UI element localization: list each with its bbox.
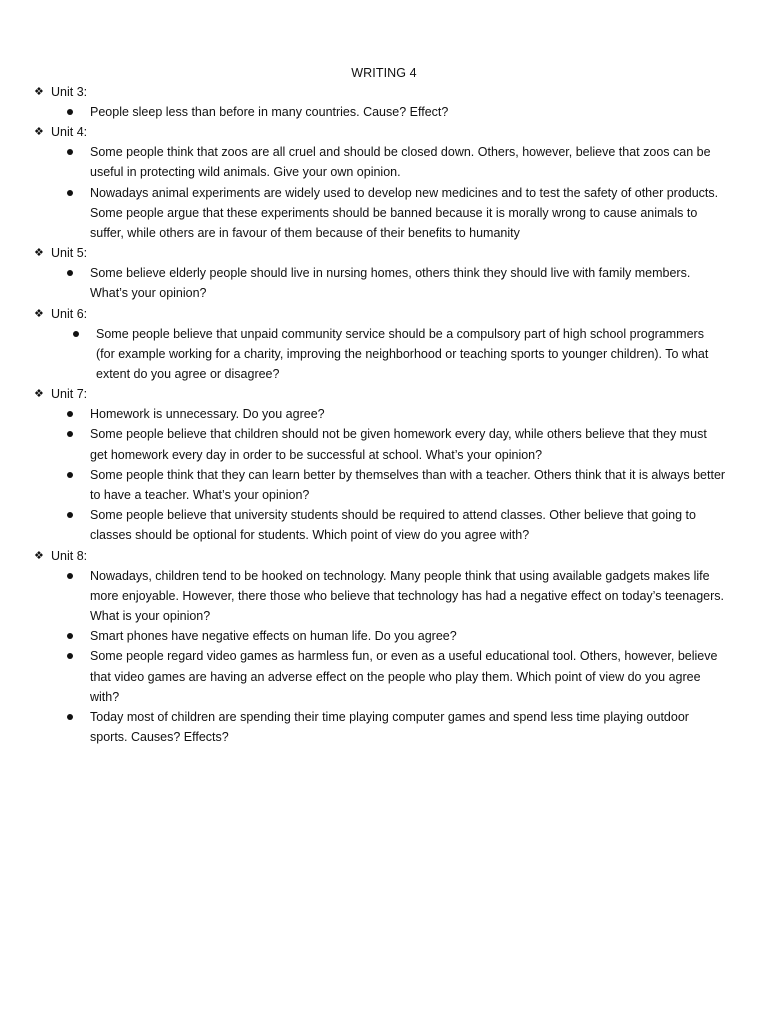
list-item xyxy=(0,707,768,747)
page-title: WRITING 4 xyxy=(351,66,417,80)
topic-text: Some people believe that unpaid community service should be a compulsory part of high school programmers (for example working for a charity, improving the neighborhood or teaching sports to younger children). To what extent do you agree or disagree? xyxy=(96,326,709,382)
unit-label: Unit 6: xyxy=(51,306,88,321)
unit-heading xyxy=(0,122,768,142)
topic-text: Some people think that they can learn better by themselves than with a teacher. Others think that it is always better to have a teacher. What’s your opinion? xyxy=(90,467,726,503)
diamond-bullet-icon: ❖ xyxy=(34,126,44,139)
bullet-icon xyxy=(67,149,73,155)
topic-text: Smart phones have negative effects on human life. Do you agree? xyxy=(90,629,457,644)
bullet-icon xyxy=(67,270,73,276)
unit-label: Unit 5: xyxy=(51,246,88,261)
topic-text: Some people think that zoos are all cruel and should be closed down. Others, however, believe that zoos can be useful in protecting wild animals. Give your own opinion. xyxy=(90,145,711,180)
topic-text: Some people regard video games as harmless fun, or even as a useful educational tool. Others, however, believe that video games are having an adverse effect on the people who play them. Which point of view do you agree with? xyxy=(90,649,718,704)
unit-heading xyxy=(0,304,768,324)
bullet-icon xyxy=(67,190,73,196)
list-item xyxy=(0,465,768,505)
bullet-icon xyxy=(67,714,73,720)
diamond-bullet-icon: ❖ xyxy=(34,86,44,98)
unit-heading xyxy=(0,384,768,404)
bullet-icon xyxy=(67,109,73,115)
list-item xyxy=(0,646,768,707)
topic-text: Nowadays, children tend to be hooked on technology. Many people think that using available gadgets makes life more enjoyable. However, there those who believe that technology has had a negative effect on today’s teenagers. What is your opinion? xyxy=(90,568,724,624)
list-item xyxy=(0,626,768,646)
unit-label: Unit 7: xyxy=(51,387,88,402)
topic-text: People sleep less than before in many countries. Cause? Effect? xyxy=(90,105,449,119)
diamond-bullet-icon: ❖ xyxy=(34,247,44,260)
topic-text: Today most of children are spending their time playing computer games and spend less time playing outdoor sports. Causes? Effects? xyxy=(90,710,689,745)
bullet-icon xyxy=(67,653,73,659)
list-item xyxy=(0,102,768,122)
bullet-icon xyxy=(67,633,73,639)
list-item xyxy=(0,324,768,385)
unit-list xyxy=(0,82,768,747)
bullet-icon xyxy=(67,411,73,417)
diamond-bullet-icon: ❖ xyxy=(34,549,44,562)
bullet-icon xyxy=(73,331,79,337)
list-item xyxy=(0,263,768,303)
topic-text: Nowadays animal experiments are widely used to develop new medicines and to test the safety of other products. Some people argue that these experiments should be banned because it is morally wrong to cause animals to suffer, while others are in favour of them because of their benefits to humanity xyxy=(90,185,719,241)
list-item xyxy=(0,183,768,244)
diamond-bullet-icon: ❖ xyxy=(34,307,44,320)
list-item xyxy=(0,142,768,182)
unit-heading xyxy=(0,546,768,566)
topic-text: Homework is unnecessary. Do you agree? xyxy=(90,407,325,422)
topic-text: Some people believe that university students should be required to attend classes. Other believe that going to classes should be optional for students. Which point of view do you agree with? xyxy=(90,508,696,543)
bullet-icon xyxy=(67,431,73,437)
bullet-icon xyxy=(67,573,73,579)
list-item xyxy=(0,424,768,464)
list-item xyxy=(0,404,768,424)
unit-label: Unit 3: xyxy=(51,85,88,99)
unit-label: Unit 8: xyxy=(51,548,88,563)
unit-label: Unit 4: xyxy=(51,125,88,140)
list-item xyxy=(0,566,768,627)
bullet-icon xyxy=(67,512,73,518)
topic-text: Some believe elderly people should live in nursing homes, others think they should live with family members. What’s your opinion? xyxy=(90,266,691,301)
topic-text: Some people believe that children should not be given homework every day, while others believe that they must get homework every day in order to be successful at school. What’s your opinion? xyxy=(90,427,707,462)
unit-heading xyxy=(0,82,768,102)
diamond-bullet-icon: ❖ xyxy=(34,388,44,401)
unit-heading xyxy=(0,243,768,263)
bullet-icon xyxy=(67,472,73,478)
list-item xyxy=(0,505,768,545)
